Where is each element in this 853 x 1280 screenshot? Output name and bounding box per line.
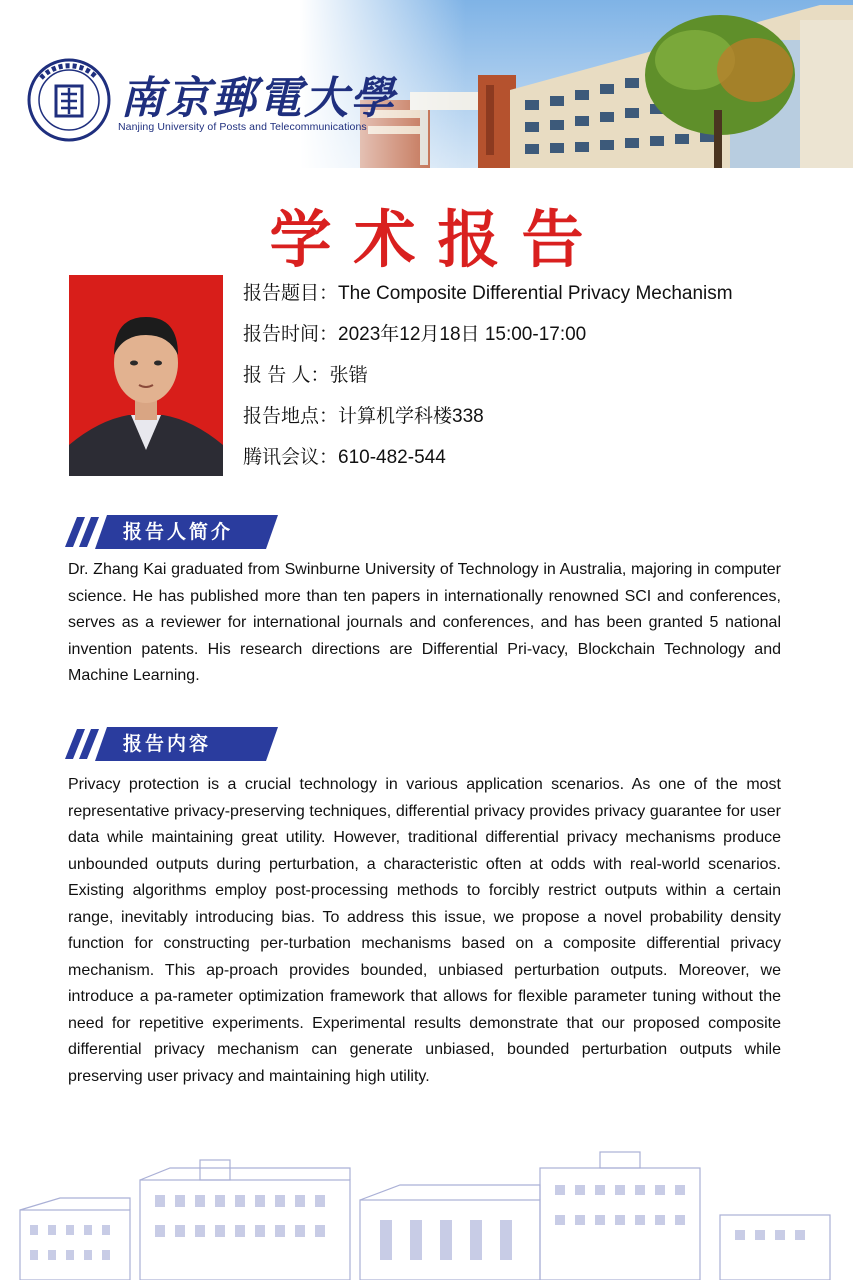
topic-label: 报告题目： <box>243 283 339 304</box>
page-title: 学术报告 <box>269 203 606 276</box>
talk-info <box>243 275 823 480</box>
content-section-title: 报告内容 <box>123 733 212 755</box>
bio-section-title: 报告人简介 <box>123 521 234 543</box>
speaker-value: 张锴 <box>329 365 368 386</box>
time-value: 2023年12月18日 15:00-17:00 <box>338 324 587 345</box>
info-topic <box>243 275 823 316</box>
time-label: 报告时间： <box>243 324 339 345</box>
university-name-en: Nanjing University of Posts and Telecommunications <box>118 121 367 133</box>
speaker-label: 报 告 人： <box>243 365 330 386</box>
meeting-label: 腾讯会议： <box>243 447 339 468</box>
speaker-photo <box>69 275 223 476</box>
info-meeting <box>243 439 823 480</box>
university-name-cn: 南京郵電大學 <box>120 73 396 124</box>
content-paragraph: Privacy protection is a crucial technology in various application scenarios. As one of the most representative privacy-preserving techniques, differential privacy provides privacy guarantee for user data while maintaining great utility. However, traditional differential privacy mechanisms produce unbounded outputs during perturbation, a characteristic often at odds with real-world scenarios. Existing algorithms employ post-processing methods to forcibly restrict outputs within a certain range, inevitably introducing bias. To address this issue, we propose a novel probability density function for constructing per-turbation mechanisms based on a composite differential privacy mechanism. This ap-proach provides bounded, unbiased perturbation outputs. Moreover, we introduce a pa-rameter optimization framework that allows for flexible parameter tuning without the need for repetitive experiments. Experimental results demonstrate that our proposed composite differential privacy mechanism can generate unbiased, bounded perturbation outputs while preserving user privacy and maintaining high utility. <box>68 776 781 1085</box>
topic-value: The Composite Differential Privacy Mechanism <box>338 283 733 304</box>
content-section-header <box>63 726 278 762</box>
campus-line-drawing <box>0 1140 853 1280</box>
info-speaker <box>243 357 823 398</box>
bio-section-header <box>63 514 278 550</box>
location-label: 报告地点： <box>243 406 339 427</box>
info-time <box>243 316 823 357</box>
bio-paragraph: Dr. Zhang Kai graduated from Swinburne University of Technology in Australia, majoring in computer science. He has published more than ten papers in internationally renowned SCI and conferences, serves as a reviewer for international journals and conferences, and has been granted 5 national invention patents. His research directions are Differential Pri-vacy, Blockchain Technology and Machine Learning. <box>68 561 781 684</box>
header-banner <box>0 0 853 185</box>
info-location <box>243 398 823 439</box>
university-logo-seal <box>27 58 111 142</box>
meeting-value: 610-482-544 <box>338 447 446 468</box>
location-value: 计算机学科楼338 <box>338 406 484 427</box>
